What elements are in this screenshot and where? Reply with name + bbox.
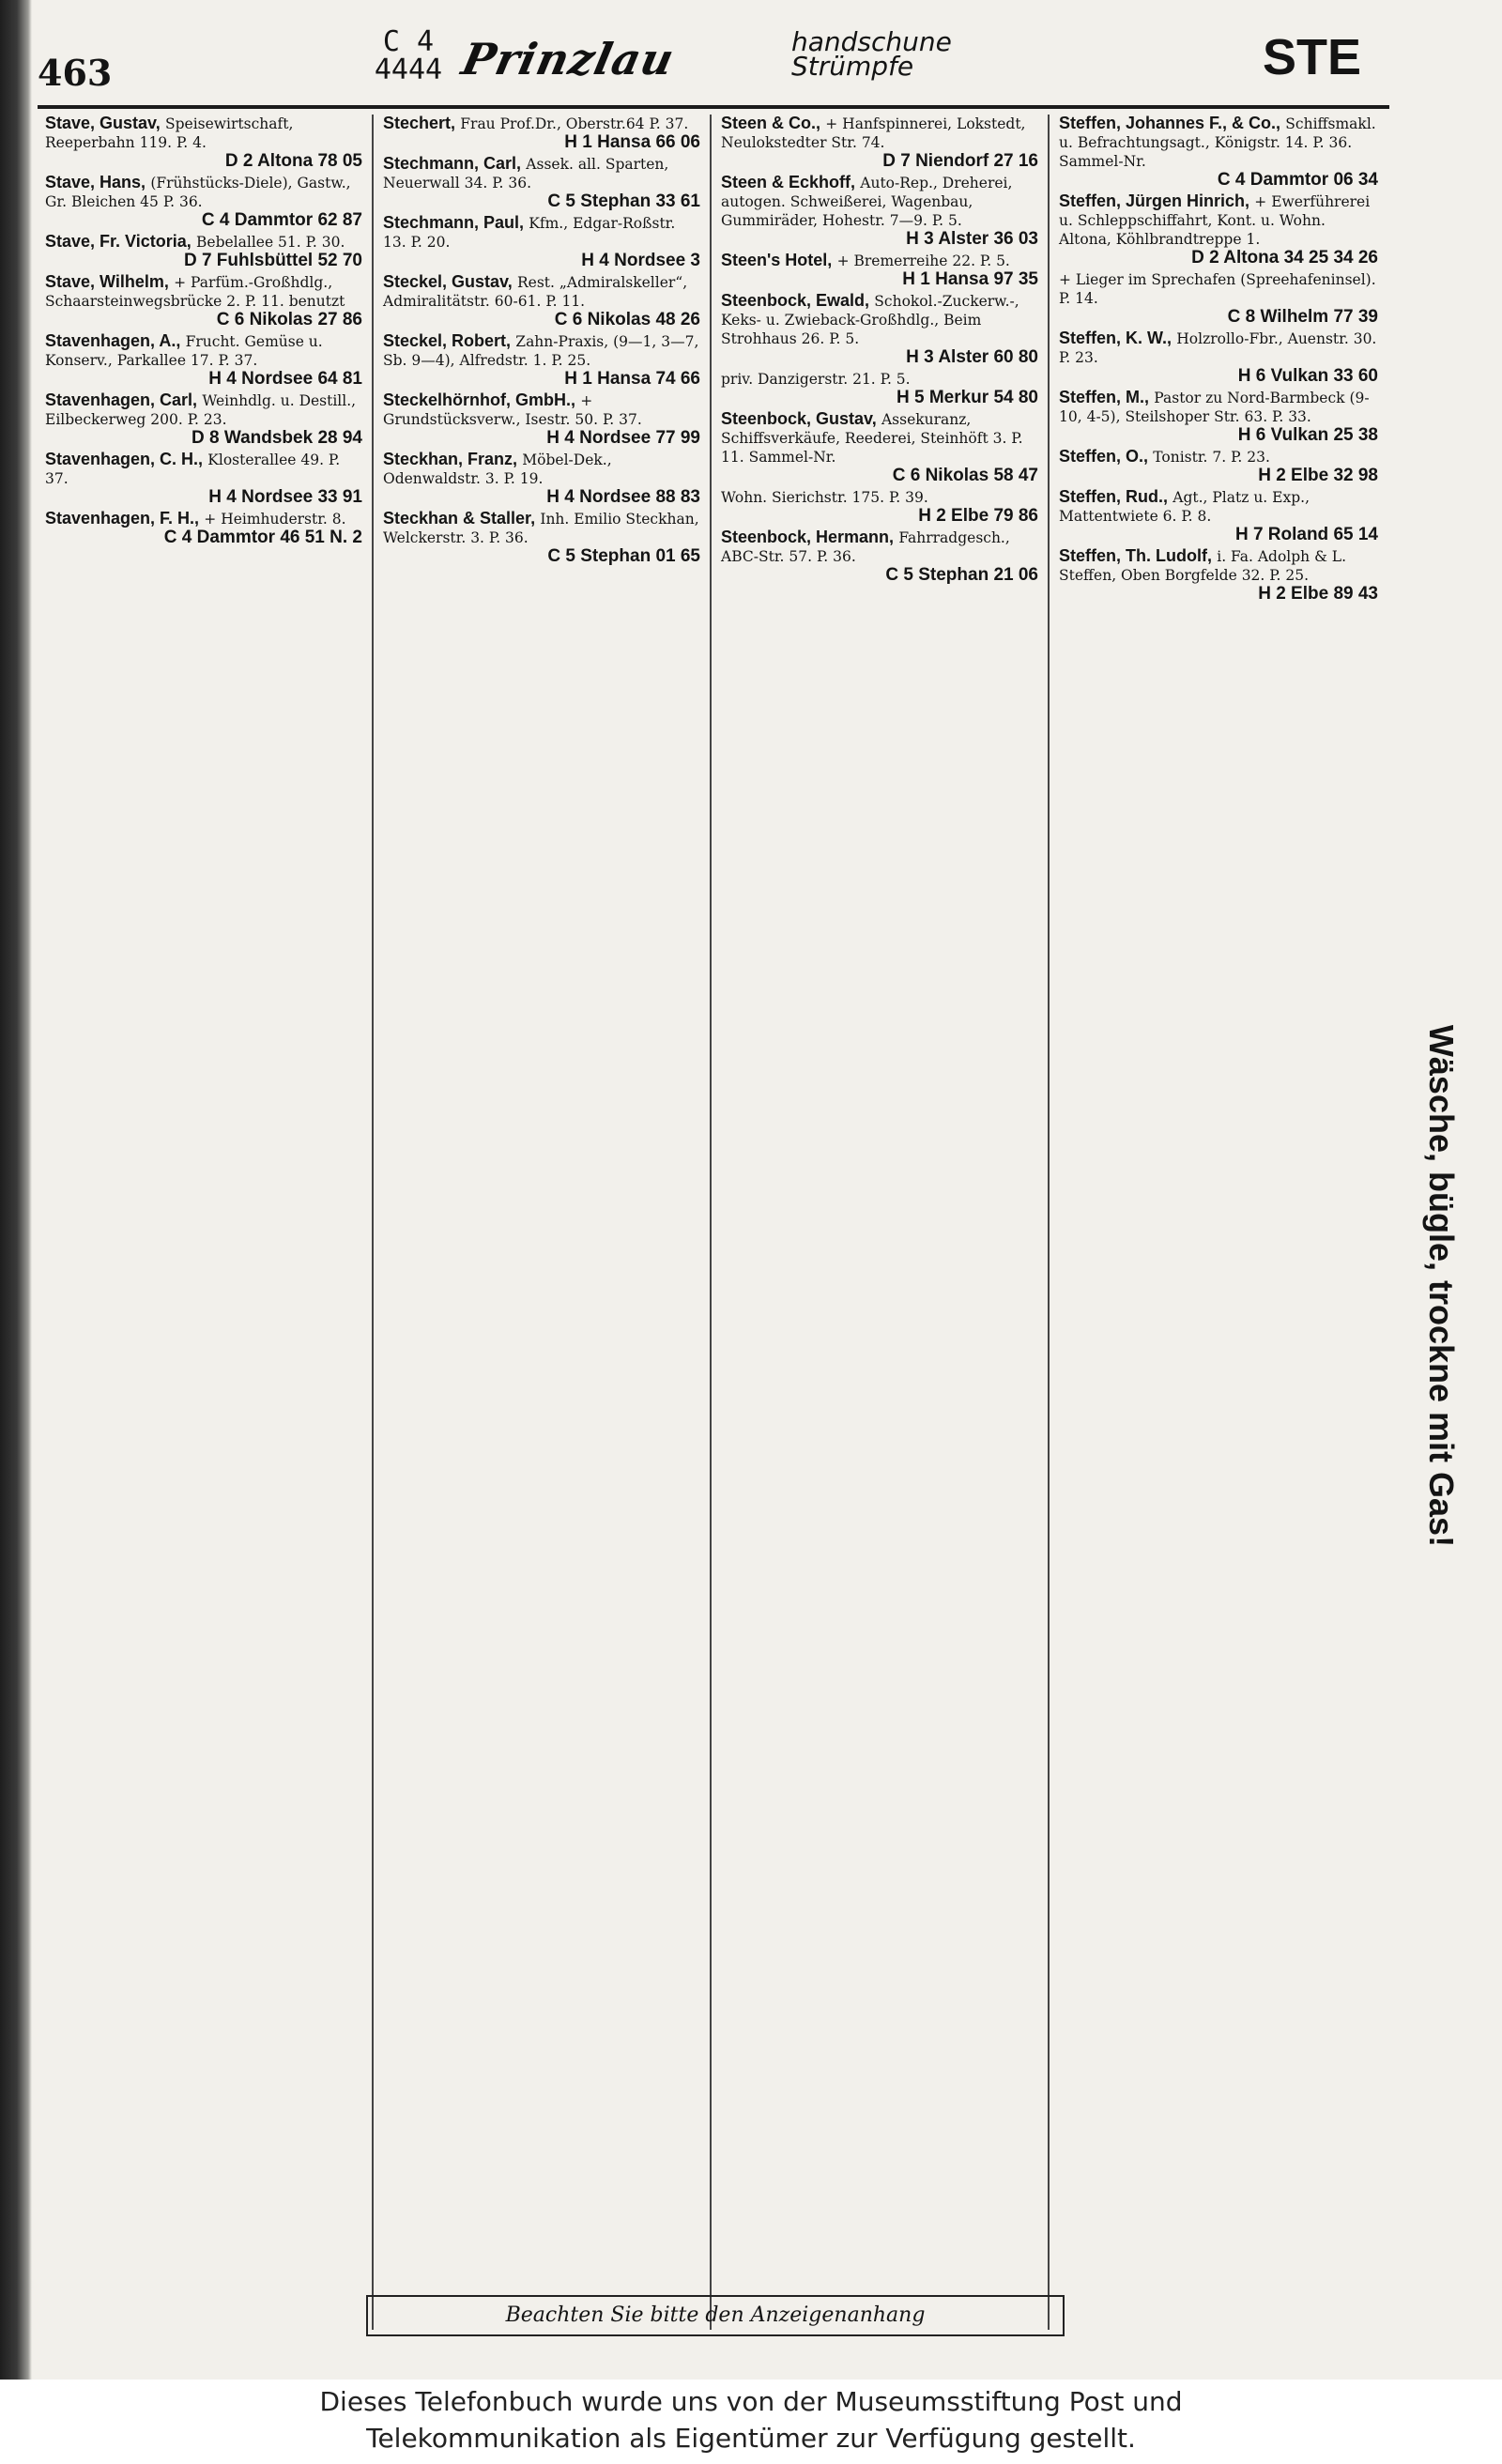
entry-name: Steffen, Rud., — [1059, 487, 1168, 506]
directory-entry — [721, 115, 1038, 170]
entry-name: Steen & Eckhoff, — [721, 173, 856, 191]
entry-details: + Hanfspinnerei, Lokstedt, Neulokstedter Str. 74. — [721, 115, 1026, 151]
entry-details: Auto-Rep., Dreherei, autogen. Schweißerei, Wagenbau, Gummiräder, Hohestr. 7—9. P. 5. — [721, 175, 1013, 229]
entry-details: Holzrollo-Fbr., Auenstr. 30. P. 23. — [1059, 330, 1377, 366]
entry-phone-number: C 6 Nikolas 58 47 — [892, 466, 1038, 485]
entry-details: Frucht. Gemüse u. Konserv., Parkallee 17. P. 37. — [45, 333, 323, 369]
directory-entry — [1059, 448, 1378, 484]
directory-column-1 — [36, 115, 374, 2330]
directory-entry — [721, 252, 1038, 288]
directory-entry — [383, 155, 700, 210]
entry-name: Stavenhagen, F. H., — [45, 509, 200, 528]
entry-name: Stechert, — [383, 115, 456, 132]
directory-entry — [1059, 270, 1378, 326]
entry-details: Kfm., Edgar-Roßstr. 13. P. 20. — [383, 215, 676, 251]
directory-entry — [45, 115, 362, 170]
entry-name: Steen's Hotel, — [721, 251, 833, 269]
directory-entry — [45, 332, 362, 388]
directory-entry — [45, 391, 362, 447]
entry-details: + Parfüm.-Großhdlg., Schaarsteinwegsbrücke 2. P. 11. benutzt — [45, 274, 345, 310]
entry-details: + Ewerführerei u. Schleppschiffahrt, Kont. u. Wohn. Altona, Köhlbrandtreppe 1. — [1059, 193, 1371, 248]
entry-phone-number: C 6 Nikolas 48 26 — [554, 310, 700, 329]
entry-phone-number: C 4 Dammtor 62 87 — [201, 210, 362, 230]
entry-name: Steffen, Jürgen Hinrich, — [1059, 191, 1250, 210]
directory-entry — [383, 115, 700, 151]
entry-details: + Grundstücksverw., Isestr. 50. P. 37. — [383, 392, 642, 428]
entry-phone-number: H 6 Vulkan 33 60 — [1237, 366, 1378, 386]
entry-details: priv. Danzigerstr. 21. P. 5. — [721, 371, 911, 388]
entry-details: Weinhdlg. u. Destill., Eilbeckerweg 200. P. 23. — [45, 392, 357, 428]
header-advertisement — [371, 25, 952, 94]
entry-details: i. Fa. Adolph & L. Steffen, Oben Borgfelde 32. P. 25. — [1059, 548, 1347, 584]
footer-advertisement-note: Beachten Sie bitte den Anzeigenanhang — [366, 2295, 1065, 2336]
directory-entry — [721, 174, 1038, 248]
directory-entry — [383, 332, 700, 388]
entry-phone-number: D 7 Niendorf 27 16 — [882, 151, 1038, 171]
directory-entry — [1059, 192, 1378, 267]
directory-entry — [721, 370, 1038, 406]
entry-details: Assek. all. Sparten, Neuerwall 34. P. 36. — [383, 156, 669, 191]
directory-entry — [45, 451, 362, 506]
entry-phone-number: C 5 Stephan 33 61 — [547, 191, 700, 211]
entry-name: Steffen, Th. Ludolf, — [1059, 546, 1212, 565]
entry-phone-number: H 2 Elbe 89 43 — [1258, 584, 1378, 604]
entry-phone-number: H 6 Vulkan 25 38 — [1237, 425, 1378, 445]
directory-entry — [721, 292, 1038, 366]
entry-name: Steffen, O., — [1059, 447, 1149, 466]
entry-details: Frau Prof.Dr., Oberstr.64 P. 37. — [460, 115, 689, 132]
entry-details: Fahrradgesch., ABC-Str. 57. P. 36. — [721, 529, 1010, 565]
directory-entry — [721, 528, 1038, 584]
entry-phone-number: H 5 Merkur 54 80 — [896, 388, 1038, 407]
entry-details: Zahn-Praxis, (9—1, 3—7, Sb. 9—4), Alfredstr. 1. P. 25. — [383, 333, 699, 369]
entry-phone-number: H 1 Hansa 74 66 — [564, 369, 700, 389]
entry-name: Stavenhagen, A., — [45, 331, 181, 350]
entry-details: Bebelallee 51. P. 30. — [196, 234, 345, 251]
entry-name: Stechmann, Carl, — [383, 154, 522, 173]
side-advertisement — [1380, 826, 1502, 1746]
entry-details: Agt., Platz u. Exp., Mattentwiete 6. P. 8. — [1059, 489, 1310, 525]
directory-entry — [383, 391, 700, 447]
entry-name: Stavenhagen, Carl, — [45, 390, 198, 409]
side-ad-text: Wäsche, bügle, trockne mit Gas! — [1422, 1024, 1461, 1548]
directory-entry — [1059, 329, 1378, 385]
entry-phone-number: H 4 Nordsee 33 91 — [208, 487, 362, 507]
entry-details: Pastor zu Nord-Barmbeck (9-10, 4-5), Steilshoper Str. 63. P. 33. — [1059, 390, 1370, 425]
entry-details: + Lieger im Sprechafen (Spreehafeninsel). P. 14. — [1059, 271, 1376, 307]
header-ad-code: C 4 4444 — [374, 25, 443, 86]
entry-phone-number: H 7 Roland 65 14 — [1234, 525, 1378, 544]
entry-name: Steckhan & Staller, — [383, 509, 536, 528]
entry-phone-number: H 4 Nordsee 64 81 — [208, 369, 362, 389]
directory-entry — [45, 174, 362, 229]
archive-caption: Dieses Telefonbuch wurde uns von der Museumsstiftung Post und Telekommunikation als Eigentümer zur Verfügung gestellt. — [319, 2386, 1183, 2454]
entry-phone-number: D 8 Wandsbek 28 94 — [192, 428, 362, 448]
directory-entry — [721, 410, 1038, 484]
directory-entry — [45, 510, 362, 546]
entry-details: Wohn. Sierichstr. 175. P. 39. — [721, 489, 928, 506]
directory-entry — [45, 233, 362, 269]
header-divider — [38, 105, 1389, 109]
entry-phone-number: H 4 Nordsee 88 83 — [546, 487, 700, 507]
entry-details: Assekuranz, Schiffsverkäufe, Reederei, Steinhöft 3. P. 11. Sammel-Nr. — [721, 411, 1023, 466]
entry-phone-number: C 4 Dammtor 46 51 N. 2 — [163, 528, 362, 547]
entry-name: Stave, Hans, — [45, 173, 146, 191]
entry-phone-number: H 4 Nordsee 77 99 — [546, 428, 700, 448]
directory-entry — [1059, 115, 1378, 189]
entry-phone-number: H 3 Alster 36 03 — [906, 229, 1038, 249]
directory-entry — [383, 451, 700, 506]
directory-entry — [45, 273, 362, 329]
entry-phone-number: C 6 Nikolas 27 86 — [216, 310, 362, 329]
entry-name: Steenbock, Hermann, — [721, 528, 895, 546]
entry-name: Steckel, Robert, — [383, 331, 512, 350]
entry-phone-number: H 4 Nordsee 3 — [581, 251, 700, 270]
entry-name: Steckel, Gustav, — [383, 272, 513, 291]
entry-name: Steenbock, Gustav, — [721, 409, 877, 428]
entry-details: Schokol.-Zuckerw.-, Keks- u. Zwieback-Großhdlg., Beim Strohhaus 26. P. 5. — [721, 293, 1019, 347]
entry-phone-number: C 8 Wilhelm 77 39 — [1227, 307, 1378, 327]
entry-phone-number: D 2 Altona 34 25 34 26 — [1191, 248, 1378, 268]
directory-entry — [1059, 547, 1378, 603]
entry-details: Speisewirtschaft, Reeperbahn 119. P. 4. — [45, 115, 294, 151]
entry-name: Stavenhagen, C. H., — [45, 450, 204, 468]
directory-columns — [36, 115, 1387, 2330]
entry-name: Stave, Wilhelm, — [45, 272, 169, 291]
entry-details: + Bremerreihe 22. P. 5. — [836, 253, 1010, 269]
entry-details: Inh. Emilio Steckhan, Welckerstr. 3. P. 36. — [383, 511, 699, 546]
entry-name: Steckhan, Franz, — [383, 450, 518, 468]
entry-phone-number: H 3 Alster 60 80 — [906, 347, 1038, 367]
entry-details: + Heimhuderstr. 8. — [204, 511, 346, 528]
directory-entry — [1059, 389, 1378, 444]
entry-name: Steenbock, Ewald, — [721, 291, 870, 310]
entry-name: Steffen, Johannes F., & Co., — [1059, 115, 1281, 132]
directory-column-2 — [374, 115, 712, 2330]
directory-column-4 — [1050, 115, 1387, 2330]
entry-details: Rest. „Admiralskeller“, Admiralitätstr. 60-61. P. 11. — [383, 274, 688, 310]
entry-details: Tonistr. 7. P. 23. — [1153, 449, 1270, 466]
directory-entry — [721, 488, 1038, 525]
entry-phone-number: H 1 Hansa 66 06 — [564, 132, 700, 152]
entry-phone-number: D 2 Altona 78 05 — [224, 151, 362, 171]
entry-details: (Frühstücks-Diele), Gastw., Gr. Bleichen 45 P. 36. — [45, 175, 351, 210]
entry-phone-number: H 2 Elbe 32 98 — [1258, 466, 1378, 485]
entry-name: Stave, Fr. Victoria, — [45, 232, 192, 251]
entry-name: Stechmann, Paul, — [383, 213, 525, 232]
header-ad-tagline: handschune Strümpfe — [791, 26, 952, 82]
entry-details: Schiffsmakl. u. Befrachtungsagt., Königstr. 14. P. 36. Sammel-Nr. — [1059, 115, 1376, 170]
directory-entry — [383, 510, 700, 565]
entry-name: Steffen, K. W., — [1059, 329, 1172, 347]
directory-entry — [1059, 488, 1378, 543]
entry-name: Steckelhörnhof, GmbH., — [383, 390, 576, 409]
section-code: STE — [1263, 29, 1362, 85]
directory-entry — [383, 273, 700, 329]
book-binding-edge — [0, 0, 32, 2380]
entry-name: Steffen, M., — [1059, 388, 1150, 406]
directory-column-3 — [712, 115, 1050, 2330]
directory-entry — [383, 214, 700, 269]
page-number: 463 — [38, 52, 113, 94]
header-ad-brand-logo: Prinzlau — [457, 34, 680, 84]
entry-details: Klosterallee 49. P. 37. — [45, 451, 341, 487]
entry-phone-number: C 5 Stephan 21 06 — [885, 565, 1038, 585]
entry-phone-number: D 7 Fuhlsbüttel 52 70 — [183, 251, 362, 270]
entry-phone-number: H 1 Hansa 97 35 — [902, 269, 1038, 289]
entry-details: Möbel-Dek., Odenwaldstr. 3. P. 19. — [383, 451, 612, 487]
entry-phone-number: C 5 Stephan 01 65 — [547, 546, 700, 566]
entry-name: Stave, Gustav, — [45, 115, 161, 132]
entry-phone-number: C 4 Dammtor 06 34 — [1217, 170, 1378, 190]
entry-name: Steen & Co., — [721, 115, 821, 132]
entry-phone-number: H 2 Elbe 79 86 — [918, 506, 1038, 526]
